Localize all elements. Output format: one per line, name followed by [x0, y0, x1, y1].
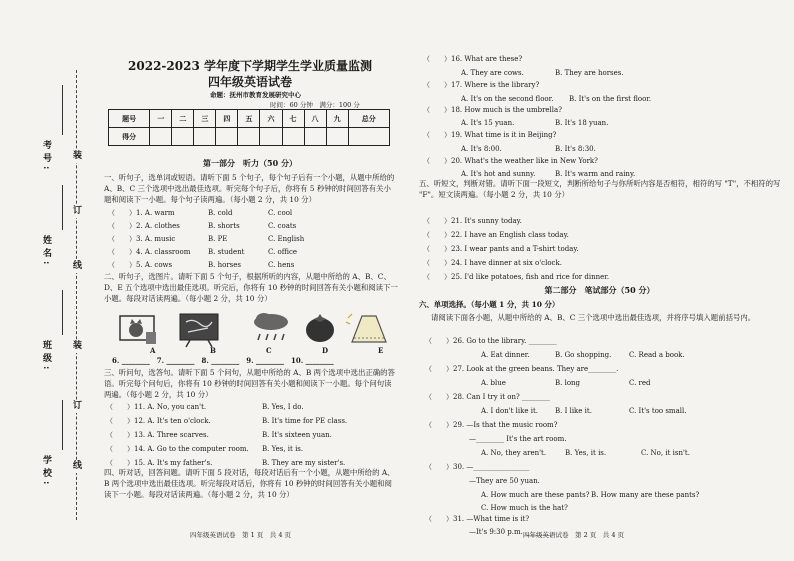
q30-option-c: C. How much is the hat?: [481, 504, 568, 512]
tomato-picture: [300, 310, 342, 348]
q19-option-b: B. It's 8:30.: [555, 145, 596, 153]
class-line: [62, 290, 63, 335]
q14-option-b: B. Yes, it is.: [262, 445, 304, 453]
q29-option-c: C. No, it isn't.: [641, 449, 690, 457]
q27-question: （ ）27. Look at the green beans. They are________.: [425, 365, 619, 373]
skirt-picture: [346, 310, 392, 348]
q5-option-c: C. hens: [268, 261, 295, 269]
q26-question: （ ）26. Go to the library. ________: [425, 337, 557, 345]
q26-option-b: B. Go shopping.: [555, 351, 612, 359]
cat-in-room-picture: [118, 310, 160, 348]
part1-title: 第一部分 听力（50 分）: [203, 158, 297, 168]
binding-margin: [0, 0, 100, 561]
score-entry-cell[interactable]: [326, 128, 348, 146]
q19-option-a: A. It's 8:00.: [461, 145, 502, 153]
name-line: [62, 185, 63, 230]
time-score-text: 时间：60 分钟 满分：100 分: [270, 101, 360, 109]
part2-title: 第二部分 笔试部分（50 分）: [544, 285, 655, 295]
score-table-cell: 题号: [109, 110, 150, 128]
score-table-cell: 四: [216, 110, 238, 128]
page2-footer: 四年级英语试卷 第 2 页 共 4 页: [523, 531, 625, 539]
q16-option-a: A. They are cows.: [461, 69, 524, 77]
q30-option-b: B. How many are these pants?: [591, 491, 700, 499]
exam-number-line: [62, 85, 63, 135]
q1-option-a: （ ）1. A. warm: [108, 209, 175, 217]
page1-footer: 四年级英语试卷 第 1 页 共 4 页: [190, 531, 292, 539]
q16-question: （ ）16. What are these?: [423, 55, 523, 63]
score-table-header-row: [109, 110, 390, 128]
score-entry-cell[interactable]: [282, 128, 304, 146]
q5-option-b: B. horses: [208, 261, 241, 269]
score-table-cell: 五: [238, 110, 260, 128]
q31-question: （ ）31. —What time is it?: [425, 515, 530, 523]
section4-instructions: 四、听对话，回答问题。请听下面 5 段对话，每段对话后有一个小题，从题中所给的 A、B 两个选项中选出最佳选项。听完每段对话后，你将有 10 秒钟的时间回答有关小题和阅读下一小题。每段对话读两遍。（每小题 2 分，共 10 分）: [104, 468, 395, 499]
q23-statement: （ ）23. I wear pants and a T-shirt today.: [423, 245, 579, 253]
q17-question: （ ）17. Where is the library?: [423, 81, 540, 89]
q3-option-c: C. English: [268, 235, 305, 243]
q3-option-a: （ ）3. A. music: [108, 235, 176, 243]
q29-question: （ ）29. —Is that the music room?: [425, 421, 558, 429]
q29-option-b: B. Yes, it is.: [565, 449, 607, 457]
proposer-text: 命题：抚州市教育发展研究中心: [210, 91, 301, 99]
q20-question: （ ）20. What's the weather like in New York?: [423, 157, 598, 165]
q28-option-a: A. I don't like it.: [481, 407, 539, 415]
page-1: [100, 0, 400, 561]
section1-instructions: 一、听句子，选单词或短语。请听下面 5 个句子，每个句子后有一个小题，从题中所给的 A、B、C 三个选项中选出最佳选项。听完每个句子后，你将有 5 秒钟的时间回答有关小题和阅读下一小题。每个句子读两遍。（每小题 2 分，共 10 分）: [104, 173, 395, 204]
q27-option-a: A. blue: [481, 379, 506, 387]
q2-option-c: C. coats: [268, 222, 297, 230]
section6-title: 六、单项选择。（每小题 1 分，共 10 分）: [419, 300, 560, 309]
class-label: 班级:: [41, 340, 51, 374]
picture-answer-blanks[interactable]: 6. ________ 7. ________ 8. ________ 9. ________ 10. ________: [112, 356, 334, 365]
q5-option-a: （ ）5. A. cows: [108, 261, 173, 269]
q21-statement: （ ）21. It's sunny today.: [423, 217, 522, 225]
q12-option-b: B. It's time for PE class.: [262, 417, 348, 425]
q18-option-b: B. It's 18 yuan.: [555, 119, 609, 127]
q28-option-b: B. I like it.: [555, 407, 592, 415]
q2-option-b: B. shorts: [208, 222, 240, 230]
score-table-cell: 一: [150, 110, 172, 128]
q29-line2: —________ It's the art room.: [469, 435, 567, 443]
score-table: [108, 109, 390, 146]
q20-option-a: A. It's hot and sunny.: [461, 170, 536, 178]
score-table-cell: 七: [282, 110, 304, 128]
q30-line2: —They are 50 yuan.: [469, 477, 540, 485]
q29-option-a: A. No, they aren't.: [481, 449, 547, 457]
q22-statement: （ ）22. I have an English class today.: [423, 231, 569, 239]
binding-word: 线: [71, 460, 81, 473]
q28-question: （ ）28. Can I try it on? ________: [425, 393, 550, 401]
q18-option-a: A. It's 15 yuan.: [461, 119, 515, 127]
exam-title: 2022-2023 学年度下学期学生学业质量监测: [128, 59, 372, 73]
q19-question: （ ）19. What time is it in Beijing?: [423, 131, 557, 139]
score-entry-cell[interactable]: [172, 128, 194, 146]
q13-option-a: （ ）13. A. Three scarves.: [106, 431, 209, 439]
section5-instructions: 五、听短文，判断对错。请听下面一段短文，判断所给句子与你所听内容是否相符，相符的写 "T"，不相符的写 "F"。短文读两遍。（每小题 2 分，共 10 分）: [419, 179, 781, 199]
q1-option-c: C. cool: [268, 209, 293, 217]
q26-option-c: C. Read a book.: [629, 351, 685, 359]
q26-option-a: A. Eat dinner.: [481, 351, 530, 359]
page-2: [405, 0, 794, 561]
q24-statement: （ ）24. I have dinner at six o'clock.: [423, 259, 562, 267]
picture-label: E: [378, 346, 384, 355]
score-entry-cell[interactable]: [304, 128, 326, 146]
q16-option-b: B. They are horses.: [555, 69, 624, 77]
q11-option-a: （ ）11. A. No, you can't.: [106, 403, 207, 411]
q25-statement: （ ）25. I'd like potatoes, fish and rice for dinner.: [423, 273, 610, 281]
binding-word: 订: [71, 400, 81, 413]
q1-option-b: B. cold: [208, 209, 233, 217]
q20-option-b: B. It's warm and rainy.: [555, 170, 636, 178]
score-entry-cell[interactable]: [194, 128, 216, 146]
q2-option-a: （ ）2. A. clothes: [108, 222, 180, 230]
score-table-cell: 总分: [348, 110, 389, 128]
picture-label: D: [322, 346, 329, 355]
binding-word: 装: [71, 340, 81, 353]
rainy-cloud-picture: [250, 310, 292, 348]
binding-word: 装: [71, 150, 81, 163]
q3-option-b: B. PE: [208, 235, 228, 243]
q4-option-a: （ ）4. A. classroom: [108, 248, 191, 256]
score-table-cell: 三: [194, 110, 216, 128]
score-entry-cell[interactable]: [260, 128, 282, 146]
score-row-label: 得分: [109, 128, 150, 146]
q30-option-a: A. How much are these pants?: [481, 491, 590, 499]
q27-option-c: C. red: [629, 379, 651, 387]
binding-word: 订: [71, 205, 81, 218]
q27-option-b: B. long: [555, 379, 581, 387]
picture-label: B: [210, 346, 216, 355]
school-label: 学校:: [41, 455, 51, 489]
blackboard-picture: [178, 310, 220, 348]
section2-instructions: 二、听句子，选图片。请听下面 5 个句子，根据所听的内容，从题中所给的 A、B、C、D、E 五个选项中选出最佳选项。听完后，你将有 10 秒钟的时间回答有关小题和阅读下一小题。每段对话读两遍。（每小题 2 分，共 10 分）: [104, 272, 398, 303]
exam-subtitle: 四年级英语试卷: [207, 75, 292, 89]
score-entry-cell[interactable]: [216, 128, 238, 146]
q31-line2: —It's 9:30 p.m. ________: [469, 528, 554, 536]
q15-option-b: B. They are my sister's.: [262, 459, 346, 467]
q17-option-b: B. It's on the first floor.: [569, 95, 652, 103]
score-entry-cell[interactable]: [238, 128, 260, 146]
q4-option-c: C. office: [268, 248, 298, 256]
picture-d: [300, 310, 342, 352]
binding-word: 线: [71, 260, 81, 273]
q12-option-a: （ ）12. A. It's ten o'clock.: [106, 417, 211, 425]
q13-option-b: B. It's sixteen yuan.: [262, 431, 332, 439]
score-entry-cell[interactable]: [348, 128, 389, 146]
q30-question: （ ）30. —________________: [425, 463, 530, 471]
picture-label: C: [266, 346, 272, 355]
binding-dash-line: [76, 70, 77, 520]
school-line: [62, 400, 63, 450]
score-table-cell: 九: [326, 110, 348, 128]
q14-option-a: （ ）14. A. Go to the computer room.: [106, 445, 249, 453]
exam-number-label: 考号:: [41, 140, 51, 174]
score-table-score-row: [109, 128, 390, 146]
section3-instructions: 三、听问句，选答句。请听下面 5 个问句，从题中所给的 A、B 两个选项中选出正确的答语。听完每个问句后，你将有 10 秒钟的时间回答有关小题和阅读下一小题。每个问句读两遍。（每小题 2 分，共 10 分）: [104, 368, 395, 399]
score-table-cell: 八: [304, 110, 326, 128]
q18-question: （ ）18. How much is the umbrella?: [423, 106, 562, 114]
picture-label: A: [150, 346, 156, 355]
q4-option-b: B. student: [208, 248, 245, 256]
q11-option-b: B. Yes, I do.: [262, 403, 304, 411]
name-label: 姓名:: [41, 235, 51, 269]
score-table-cell: 六: [260, 110, 282, 128]
q15-option-a: （ ）15. A. It's my father's.: [106, 459, 213, 467]
q28-option-c: C. It's too small.: [629, 407, 687, 415]
score-table-cell: 二: [172, 110, 194, 128]
score-entry-cell[interactable]: [150, 128, 172, 146]
q17-option-a: A. It's on the second floor.: [461, 95, 554, 103]
section6-instructions: 请阅读下面各小题，从题中所给的 A、B、C 三个选项中选出最佳选项，并将序号填入题前括号内。: [431, 313, 756, 322]
